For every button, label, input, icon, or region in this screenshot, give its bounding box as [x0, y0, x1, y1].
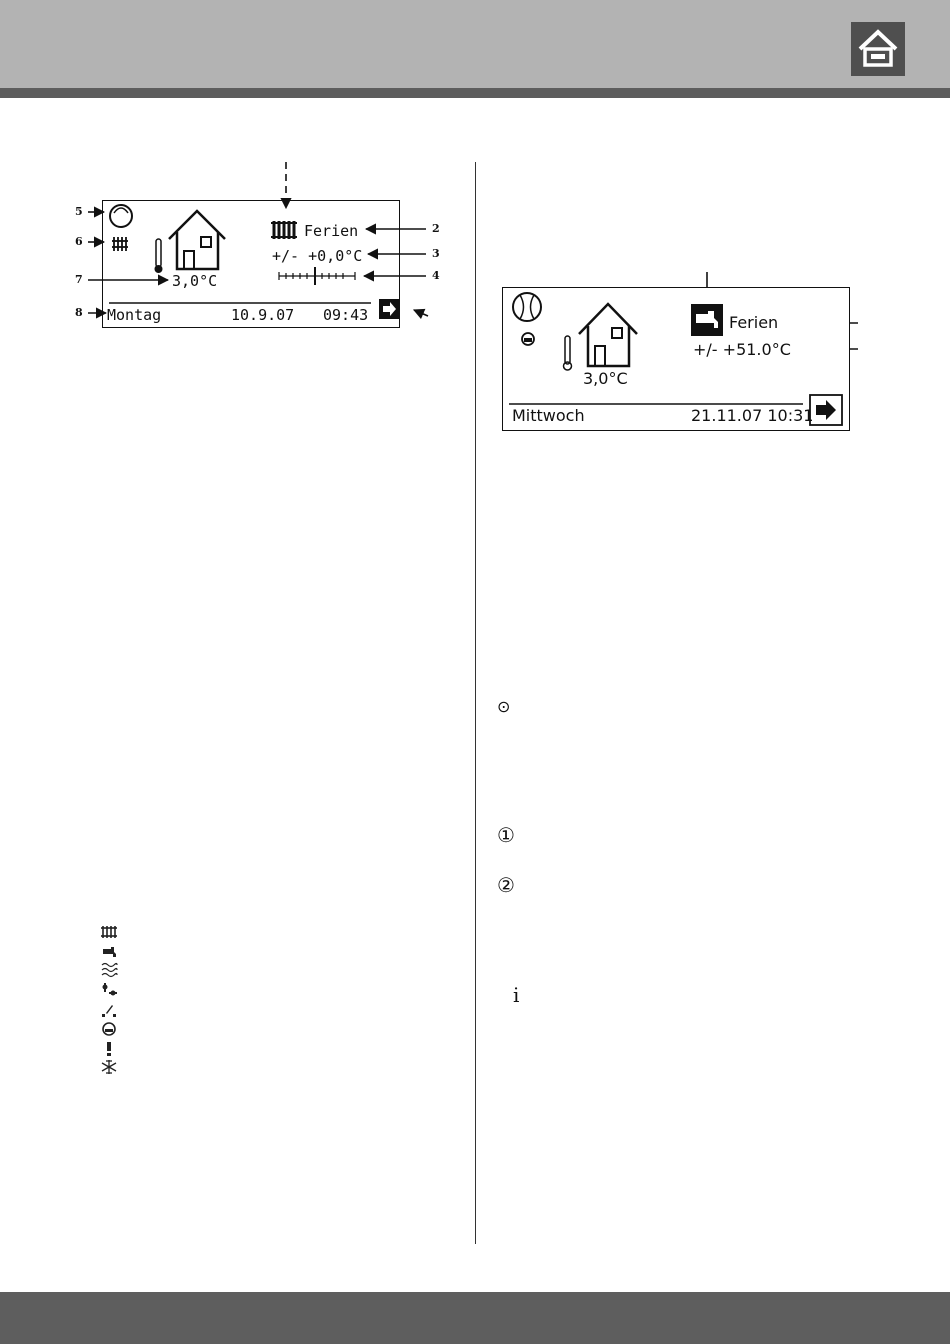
- tap-mode-icon: [691, 304, 723, 336]
- lcd2-datetime: 21.11.07 10:31: [691, 406, 814, 425]
- compressor-icon: [100, 1021, 118, 1037]
- alarm-icon: [100, 1041, 118, 1057]
- defrost-icon: [100, 1059, 118, 1075]
- lcd1-date: 10.9.07: [231, 306, 295, 324]
- solar-icon: [100, 1002, 118, 1018]
- lcd2-mode: Ferien: [729, 313, 779, 332]
- callout-7: 7: [75, 273, 83, 286]
- house-icon: [579, 304, 637, 366]
- pump-icon: [522, 333, 534, 345]
- lcd2-outdoor-temp: 3,0°C: [583, 369, 628, 388]
- lcd-screen-hot-water: [502, 287, 850, 431]
- target-icon: ⊙: [497, 697, 511, 716]
- lcd1-mode: Ferien: [304, 222, 359, 240]
- mixer-icon: [100, 982, 118, 998]
- info-icon: i: [513, 983, 520, 1007]
- callout-3: 3: [432, 247, 440, 260]
- callout-2: 2: [432, 222, 440, 235]
- callout-8: 8: [75, 306, 83, 319]
- radiator-icon: [100, 924, 118, 940]
- callout-5: 5: [75, 205, 83, 218]
- thermometer-icon: [564, 336, 572, 370]
- lcd1-weekday: Montag: [107, 306, 162, 324]
- lcd1-outdoor-temp: 3,0°C: [172, 272, 218, 290]
- lcd1-time: 09:43: [323, 306, 369, 324]
- compressor-icon: [513, 293, 541, 321]
- step-two-icon: ②: [497, 873, 515, 897]
- step-one-icon: ①: [497, 823, 515, 847]
- floor-heating-icon: [100, 962, 118, 978]
- callout-4: 4: [432, 269, 440, 282]
- lcd2-weekday: Mittwoch: [512, 406, 585, 425]
- next-arrow-icon: [810, 395, 842, 425]
- callout-6: 6: [75, 235, 83, 248]
- lcd2-offset: +/- +51.0°C: [693, 340, 791, 359]
- lcd1-offset: +/- +0,0°C: [272, 247, 363, 265]
- tap-icon: [100, 944, 118, 960]
